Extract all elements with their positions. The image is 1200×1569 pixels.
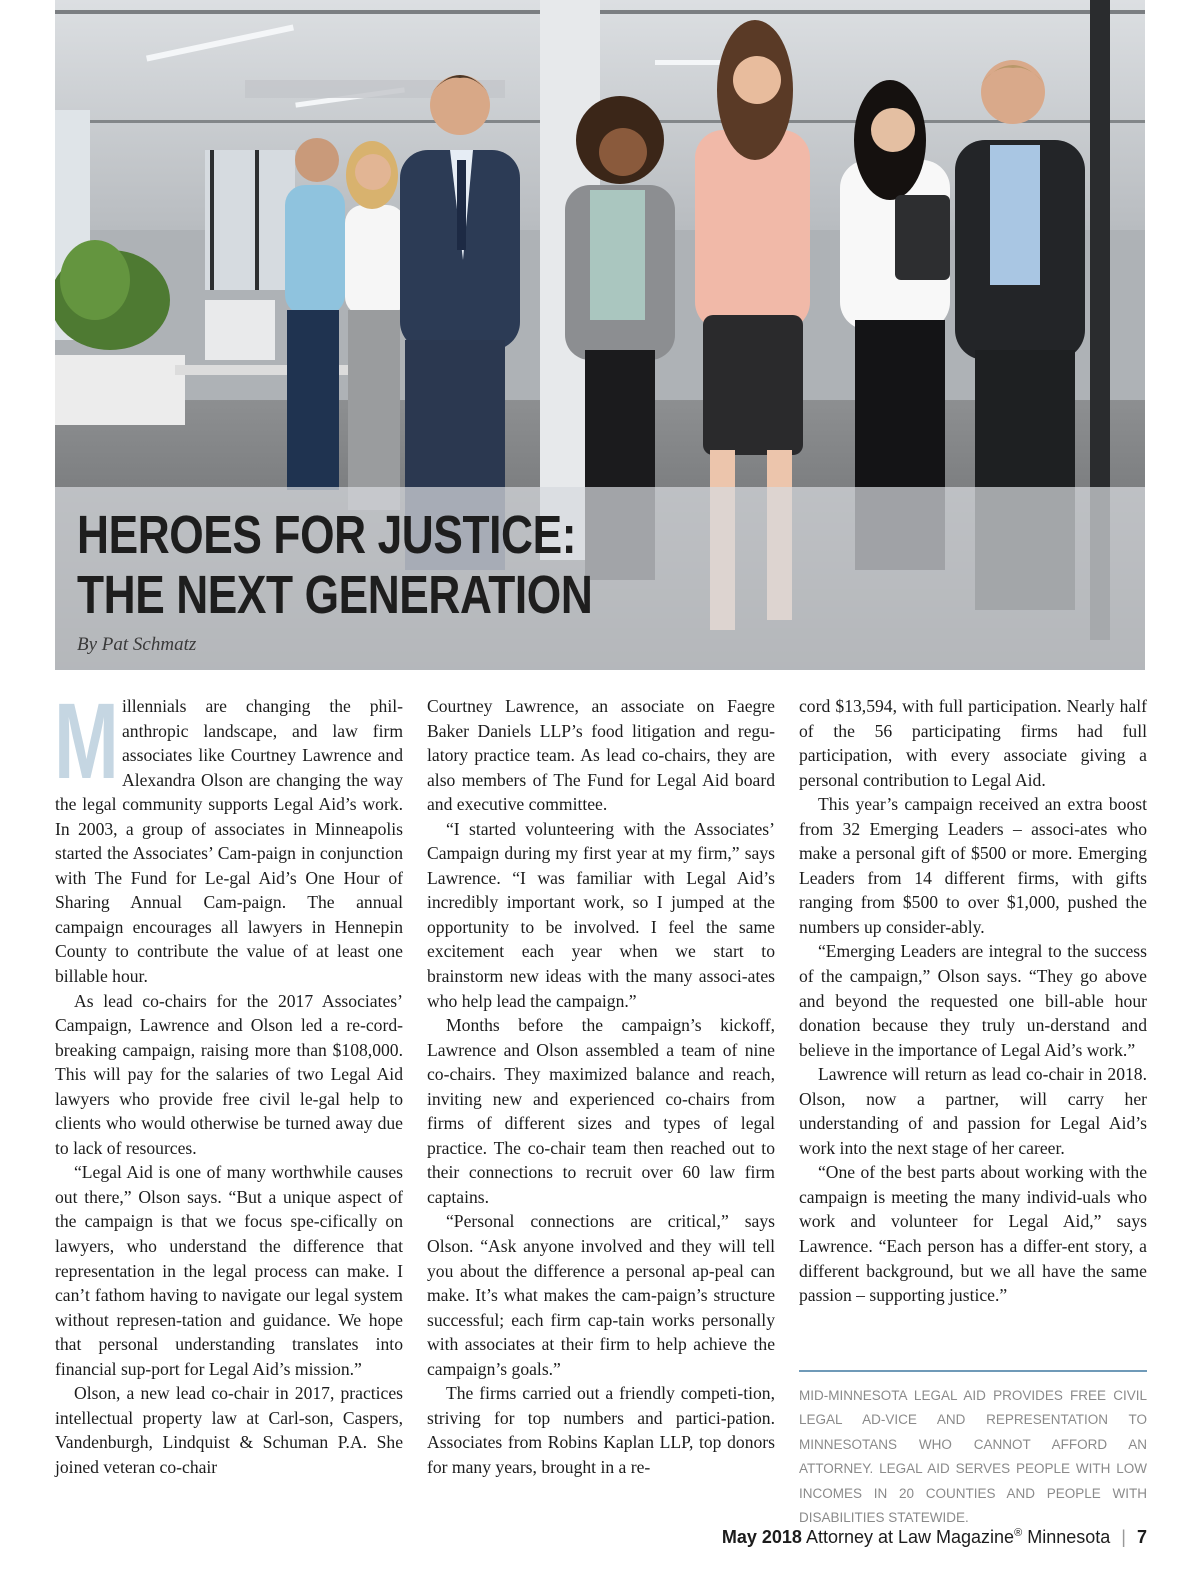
- divider-rule: [799, 1370, 1147, 1372]
- headline-line-1: HEROES FOR JUSTICE:: [77, 505, 577, 565]
- paragraph: “Personal connections are critical,” says Olson. “Ask anyone involved and they will tell you about the difference a personal ap-peal can make. It’s what makes the cam-paign’s structure successful; each firm cap-tain works personally with associates at their firm to help achieve the campaign’s goals.”: [427, 1211, 775, 1379]
- paragraph: This year’s campaign received an extra boost from 32 Emerging Leaders – associ-ates who make a personal gift of $500 or more. Emerging Leaders from 14 different firms, with gifts ranging from $500 to over $1,000, pushed the numbers up consider-ably.: [799, 794, 1147, 937]
- body-column-2: [427, 694, 775, 1480]
- organization-tagline: MID-MINNESOTA LEGAL AID PROVIDES FREE CIVIL LEGAL AD-VICE AND REPRESENTATION TO MINNESOTANS WHO CANNOT AFFORD AN ATTORNEY. LEGAL AID SERVES PEOPLE WITH LOW INCOMES IN 20 COUNTIES AND PEOPLE WITH DISABILITIES STATEWIDE.: [799, 1388, 1147, 1526]
- page-number: 7: [1136, 1527, 1147, 1547]
- paragraph: Lawrence will return as lead co-chair in 2018. Olson, now a partner, will carry her understanding of and passion for Legal Aid’s work into the next stage of her career.: [799, 1064, 1147, 1158]
- drop-cap: M: [54, 680, 119, 801]
- paragraph: “One of the best parts about working with the campaign is meeting the many individ-uals who work and volunteer for Legal Aid,” says Lawrence. “Each person has a differ-ent story, a different background, but we all have the same passion – supporting justice.”: [799, 1162, 1147, 1306]
- registered-mark: ®: [1014, 1527, 1023, 1539]
- paragraph: Months before the campaign’s kickoff, Lawrence and Olson assembled a team of nine co-chairs. They maximized balance and reach, inviting new and experienced co-chairs from firms of different sizes and types of legal practice. The co-chair team then reached out to their connections to recruit over 60 law firm captains.: [427, 1015, 775, 1207]
- paragraph: The firms carried out a friendly competi-tion, striving for top numbers and partici-pation. Associates from Robins Kaplan LLP, top donors for many years, brought in a re-: [427, 1383, 775, 1477]
- paragraph: cord $13,594, with full participation. Nearly half of the 56 participating firms had full participation, with every associate giving a personal contribution to Legal Aid.: [799, 696, 1147, 790]
- hero-photo: [55, 0, 1145, 670]
- page-footer: [620, 1527, 1147, 1548]
- body-column-3: [799, 694, 1147, 1308]
- footer-edition: Minnesota: [1027, 1527, 1111, 1547]
- paragraph-text: illennials are changing the phil-anthropic landscape, and law firm associates like Courtney Lawrence and Alexandra Olson are changing the way the legal community supports Legal Aid’s work. In 2003, a group of associates in Minneapolis started the Associates’ Cam-paign in conjunction with The Fund for Le-gal Aid’s One Hour of Sharing Annual Cam-paign. The annual campaign encourages all lawyers in Hennepin County to contribute the value of at least one billable hour.: [55, 696, 403, 987]
- paragraph: As lead co-chairs for the 2017 Associates’ Campaign, Lawrence and Olson led a re-cord-breaking campaign, raising more than $108,000. This will pay for the salaries of two Legal Aid lawyers who provide free civil le-gal help to clients who would otherwise be turned away due to lack of resources.: [55, 990, 403, 1158]
- headline-line-2: THE NEXT GENERATION: [77, 565, 593, 625]
- paragraph: [54, 680, 403, 989]
- footer-separator: |: [1121, 1527, 1126, 1547]
- footer-magazine: Attorney at Law Magazine: [805, 1527, 1015, 1547]
- paragraph: Courtney Lawrence, an associate on Faegre Baker Daniels LLP’s food litigation and regu-latory practice team. As lead co-chairs, they are also members of The Fund for Legal Aid board and executive committee.: [427, 696, 775, 815]
- footer-date: May 2018: [721, 1527, 802, 1547]
- paragraph: “Emerging Leaders are integral to the success of the campaign,” Olson says. “They go above and beyond the requested one bill-able hour donation because they truly un-derstand and believe in the importance of Legal Aid’s work.”: [799, 941, 1147, 1060]
- body-column-1: [54, 680, 403, 1480]
- paragraph: “Legal Aid is one of many worthwhile causes out there,” Olson says. “But a unique aspect of the campaign is that we focus spe-cifically on lawyers, who understand the difference that representation in the legal process can make. I can’t fathom having to navigate our legal system without represen-tation and guidance. We hope that personal understanding translates into financial sup-port for Legal Aid’s mission.”: [55, 1162, 403, 1379]
- paragraph: Olson, a new lead co-chair in 2017, practices intellectual property law at Carl-son, Caspers, Vandenburgh, Lindquist & Schuman P.A. She joined veteran co-chair: [55, 1383, 403, 1477]
- byline: By Pat Schmatz: [77, 634, 197, 655]
- article-headline: [77, 505, 592, 625]
- paragraph: “I started volunteering with the Associates’ Campaign during my first year at my firm,” says Lawrence. “I was familiar with Legal Aid’s incredibly important work, so I jumped at the opportunity to be involved. I feel the same excitement each year when we start to brainstorm new ideas with the many associ-ates who help lead the campaign.”: [427, 818, 775, 1011]
